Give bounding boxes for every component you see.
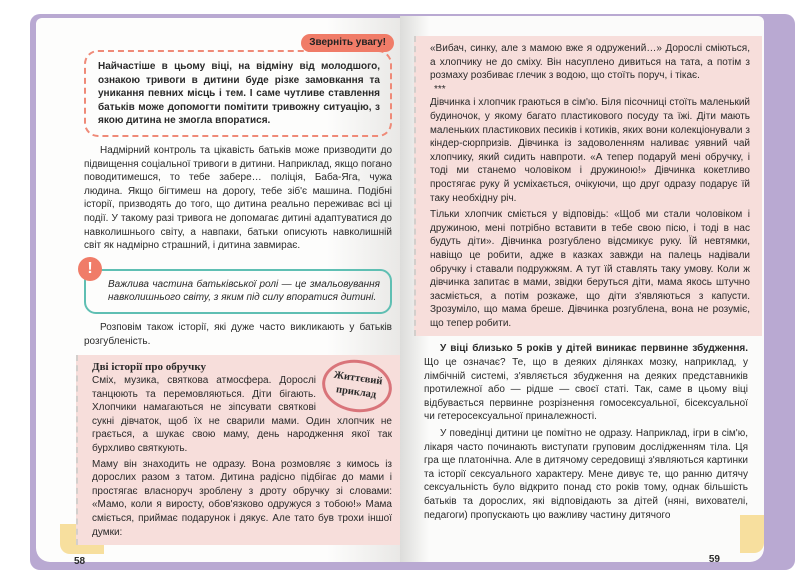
paragraph-rest: Що це означає? Те, що в деяких ділянках мозку, наприклад, у лімбічній системі, з'являється збудження на деяких представників протилежної або — рідше — своєї статі. Так, саме в цьому віці відбувається первинне розрізнення гомосексуальної, бісексуальної чи гетеросексуальної приналежності.: [424, 357, 748, 423]
right-page-content: [414, 36, 762, 570]
paragraph: Розповім також історії, які дуже часто викликають у батьків розгубленість.: [84, 321, 392, 347]
important-text: Важлива частина батьківської ролі — це змальовування навколишнього світу, з яким під силу впоратися дитині.: [108, 278, 380, 304]
separator: ***: [434, 83, 446, 95]
page-number: 59: [708, 554, 720, 565]
attention-box: [84, 37, 392, 137]
attention-text: Найчастіше в цьому віці, на відміну від молодшого, ознакою тривоги в дитини буде різке замовкання та уникання певних місць і тем. І саме чутливе ставлення батьків може допомогти помітити тривожну ситуацію, з якою дитина не змогла впоратися.: [98, 61, 380, 127]
page-number: 58: [74, 556, 86, 567]
bold-lead: У віці близько 5 років у дітей виникає первинне збудження.: [440, 343, 748, 355]
story-title: Дві історії про обручку: [92, 361, 207, 374]
attention-label: Зверніть увагу!: [301, 34, 394, 52]
exclamation-icon: !: [78, 257, 102, 281]
paragraph: Надмірний контроль та цікавість батьків може призводити до підвищення соціальної тривоги в дитини. Наприклад, якщо погано поводитимешся, то тебе забере… поліція, Баба-Яга, чужа людина. Якщо бігтимеш на дорогу, тебе зіб'є машина. Подібні історії, призводять до того, що дитина реально переживає всі ці події. У такому разі тривога не допомагає дитині адаптуватися до навколишнього світу, а навпаки, батьки описують навколишній світ як надмірно страшний, і дитина завмирає.: [84, 144, 392, 252]
paragraph: [414, 342, 762, 424]
story-box: [414, 36, 762, 336]
story-box: [76, 355, 400, 545]
story-paragraph: «Вибач, синку, але з мамою вже я одружений…» Дорослі сміються, а хлопчику не до сміху. Він насуплено дивиться на тата, а потім з розмаху розбиває глечик з водою, що стоїть поруч, і тікає.: [430, 43, 750, 82]
page-footer: [414, 554, 762, 570]
paragraph: У поведінці дитини це помітно не одразу. Наприклад, ігри в сім'ю, лікаря часто починають виступати груповим дослідженням тіла. Ця гра ще платонічна. Але в дитячому середовищі з'являються картинки та історії сексуального характеру. Мене дивує те, що ранню дитячу сексуальність було відкрито понад сто років тому, однак більшість батьків та дорослих, які відповідають за дітей (няні, вихователі, педагоги) пропускають цю важливу частину дитячого: [424, 428, 748, 521]
story-paragraph: Сміх, музика, святкова атмосфера. Дорослі танцюють та перемовляються. Діти бігають. Хлопчики намагаються не зіпсувати святкові сукні дівчаток, щоб їх не сварили мами. Один хлопчик не грається, а шукає свою маму, день народження якої так бурхливо святкують.: [92, 375, 392, 455]
page-footer: [74, 554, 392, 570]
story-paragraph: Маму він знаходить не одразу. Вона розмовляє з кимось із дорослих разом з татом. Дитина радісно підбігає до мами і простягає власноруч зроблену з дроту обручку зі словами: «Мамо, коли я виросту, обов'язково одружуся з тобою!» Мама сміється, приймає подарунок і дякує. Але тато був трохи іншої думки:: [92, 458, 392, 538]
left-page-content: [74, 37, 392, 570]
important-box: [84, 259, 392, 314]
story-paragraph: Тільки хлопчик сміється у відповідь: «Щоб ми стали чоловіком і дружиною, мені потрібно вставити в тебе свою пісю, і тоді в нас будуть діти». Дівчинка розгублено відсмикує руку. Їй невтямки, навіщо це робити, адже в казках завжди на палець надівали обручку і ставали подружжям. А тут їй ставлять таку умову. Коли ж дівчинка запитає в мами, звідки беруться діти, мама якось штучно засміється, а потім розкаже, що діти з'являються з капусти. Зрозуміло, що мама бреше. Дівчинка розгублена, вона не розуміє, що тепер робити.: [430, 209, 750, 329]
life-example-stamp: Життєвий приклад: [319, 355, 396, 416]
story-paragraph: Дівчинка і хлопчик граються в сім'ю. Біля пісочниці стоїть маленький будиночок, у якому багато пластикового посуду та їжі. Діти мають маленьких пластикових песиків і котиків, яких вони колекціонували з кіндер-сюрпризів. Дівчинка із задоволенням наливає уявний чай хлопчику, який сидить навпроти. «А тепер подаруй мені обручку, і тоді ми станемо чоловіком і дружиною!» Дівчинка кокетливо простягає руку й усміхається, очікуючи, що друг одразу подарує їй таку необхідну річ.: [430, 97, 750, 204]
